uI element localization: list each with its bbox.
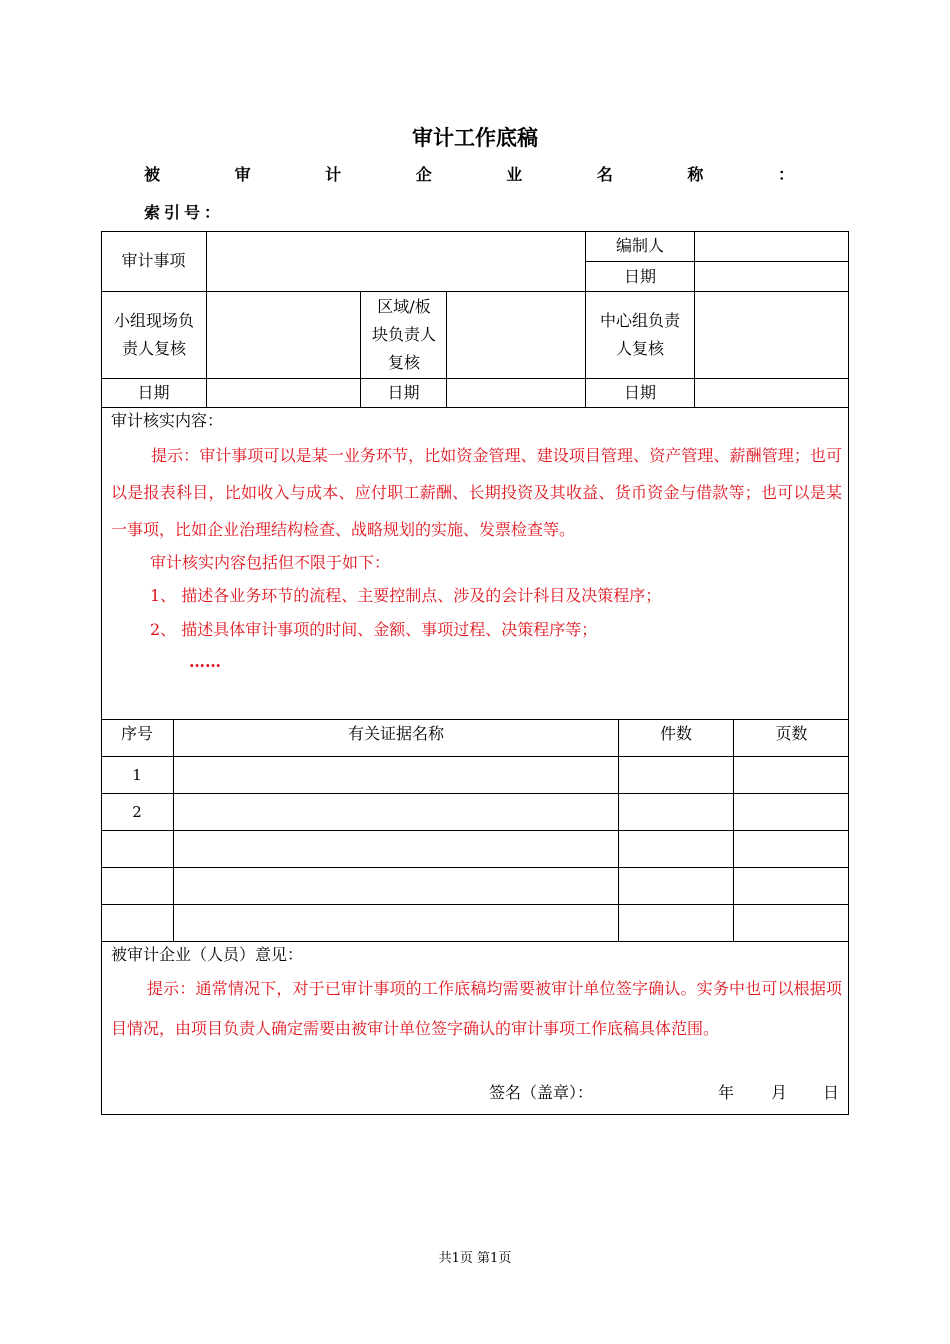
opinion-hint — [111, 969, 842, 1049]
company-char: 企 — [415, 165, 432, 184]
table-cell-pages[interactable] — [734, 794, 849, 830]
group-reviewer-label — [108, 292, 200, 378]
table-cell-seq — [101, 905, 173, 941]
company-char: 业 — [506, 165, 523, 184]
column-header-evidence-name: 有关证据名称 — [347, 724, 444, 743]
table-cell-count[interactable] — [619, 905, 733, 941]
region-review-date-label: 日期 — [387, 383, 420, 402]
column-header-seq: 序号 — [120, 724, 153, 743]
company-char: 审 — [234, 165, 251, 184]
preparer-label: 编制人 — [615, 236, 664, 255]
table-cell-count[interactable] — [619, 831, 733, 867]
table-cell-count[interactable] — [619, 868, 733, 904]
region-reviewer-label — [370, 292, 438, 378]
company-char: 计 — [325, 165, 342, 184]
company-char: 被 — [144, 165, 161, 184]
content-hint-text: 提示：审计事项可以是某一业务环节，比如资金管理、建设项目管理、资产管理、薪酬管理；也可以是报表科目，比如收入与成本、应付职工薪酬、长期投资及其收益、货币资金与借款等；也可以是某一事项，比如企业治理结构检查、战略规划的实施、发票检查等。 — [111, 446, 842, 539]
region-review-date-value[interactable] — [447, 379, 585, 407]
table-cell-evidence-name[interactable] — [174, 868, 618, 904]
audited-company-name-label — [144, 162, 794, 185]
table-cell-evidence-name[interactable] — [174, 757, 618, 793]
center-review-date-value[interactable] — [695, 379, 849, 407]
column-header-count: 件数 — [659, 724, 692, 743]
audit-item-value[interactable] — [207, 231, 585, 291]
center-reviewer-label-text: 中心组负责人复核 — [599, 311, 680, 358]
center-review-date-label: 日期 — [623, 383, 656, 402]
center-reviewer-value[interactable] — [695, 292, 849, 378]
index-number-label: 索引号： — [144, 203, 225, 222]
signature-label: 签名（盖章）： — [489, 1083, 594, 1102]
table-cell-pages[interactable] — [734, 868, 849, 904]
table-cell-pages[interactable] — [734, 905, 849, 941]
table-cell-seq: 2 — [132, 803, 142, 821]
table-cell-seq — [101, 831, 173, 867]
content-list-item: 2、 描述具体审计事项的时间、金额、事项过程、决策程序等； — [150, 620, 598, 639]
table-cell-pages[interactable] — [734, 831, 849, 867]
table-cell-seq: 1 — [132, 766, 142, 784]
region-reviewer-label-text: 区域/板块负责人复核 — [371, 297, 436, 372]
table-cell-evidence-name[interactable] — [174, 831, 618, 867]
region-reviewer-value[interactable] — [447, 292, 585, 378]
content-ellipsis: …… — [189, 652, 221, 671]
table-cell-count[interactable] — [619, 794, 733, 830]
company-char: 称 — [687, 165, 704, 184]
signature-month: 月 — [771, 1083, 788, 1102]
content-list-item: 1、 描述各业务环节的流程、主要控制点、涉及的会计科目及决策程序； — [150, 586, 662, 605]
preparer-value[interactable] — [695, 231, 849, 261]
table-cell-pages[interactable] — [734, 757, 849, 793]
table-cell-seq — [101, 868, 173, 904]
column-header-pages: 页数 — [775, 724, 808, 743]
document-title: 审计工作底稿 — [412, 126, 538, 150]
content-heading: 审计核实内容： — [111, 411, 224, 430]
content-list-intro: 审计核实内容包括但不限于如下： — [150, 553, 391, 572]
group-reviewer-value[interactable] — [207, 292, 360, 378]
opinion-hint-text: 提示：通常情况下，对于已审计事项的工作底稿均需要被审计单位签字确认。实务中也可以根据项目情况，由项目负责人确定需要由被审计单位签字确认的审计事项工作底稿具体范围。 — [111, 979, 842, 1038]
center-reviewer-label — [594, 292, 686, 378]
company-char: 名 — [596, 165, 613, 184]
audit-item-label: 审计事项 — [121, 251, 186, 270]
content-hint — [111, 437, 842, 548]
signature-day: 日 — [823, 1083, 840, 1102]
table-cell-evidence-name[interactable] — [174, 794, 618, 830]
group-review-date-label: 日期 — [137, 383, 170, 402]
company-char: ： — [777, 165, 794, 184]
group-reviewer-label-text: 小组现场负责人复核 — [113, 311, 194, 358]
signature-year: 年 — [718, 1083, 735, 1102]
prepare-date-value[interactable] — [695, 262, 849, 291]
opinion-heading: 被审计企业（人员）意见： — [111, 945, 304, 964]
table-cell-evidence-name[interactable] — [174, 905, 618, 941]
prepare-date-label: 日期 — [623, 266, 656, 286]
page-number: 共1页 第1页 — [438, 1251, 512, 1266]
group-review-date-value[interactable] — [207, 379, 360, 407]
table-cell-count[interactable] — [619, 757, 733, 793]
